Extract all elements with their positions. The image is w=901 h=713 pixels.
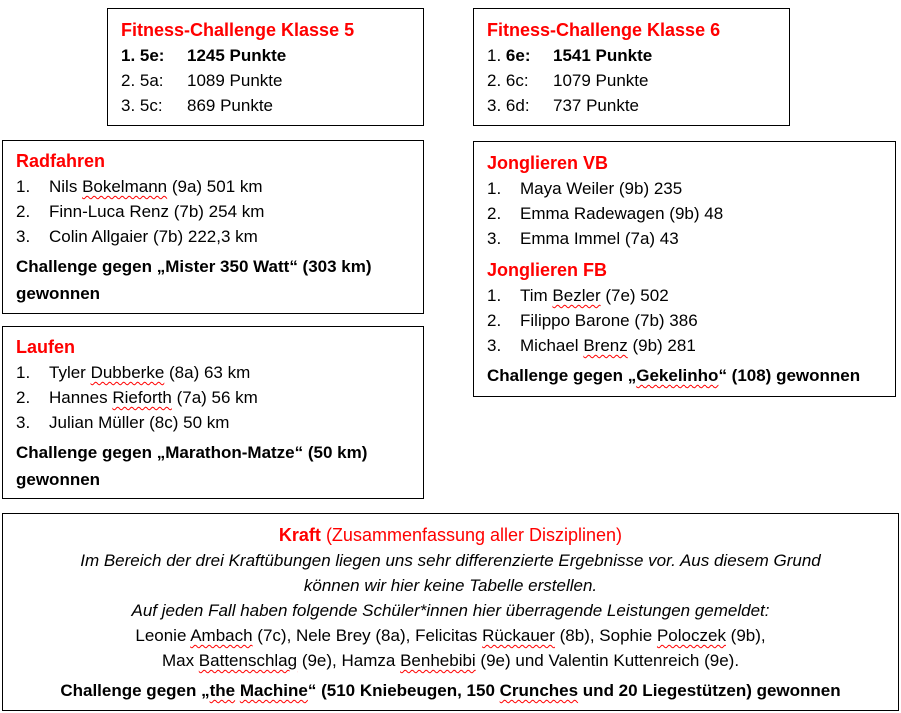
- klasse6-box: [473, 8, 790, 126]
- laufen-item-2: 2. Hannes Rieforth (7a) 56 km: [16, 388, 258, 407]
- klasse6-title: Fitness-Challenge Klasse 6: [487, 20, 721, 40]
- klasse5-row-1: 1. 5e: 1245 Punkte: [121, 46, 287, 65]
- radfahren-title: Radfahren: [16, 151, 106, 171]
- radfahren-item-3: 3. Colin Allgaier (7b) 222,3 km: [16, 227, 258, 246]
- kraft-intro-line-1: Im Bereich der drei Kraftübungen liegen uns sehr differenzierte Ergebnisse vor. Aus diesem Grund: [80, 551, 821, 570]
- klasse5-title: Fitness-Challenge Klasse 5: [121, 20, 355, 40]
- jonglieren-fb-item-3: 3. Michael Brenz (9b) 281: [487, 336, 696, 355]
- kraft-box: [2, 513, 899, 711]
- radfahren-item-1: 1. Nils Bokelmann (9a) 501 km: [16, 177, 263, 196]
- laufen-title: Laufen: [16, 337, 76, 357]
- kraft-intro-line-3: Auf jeden Fall haben folgende Schüler*innen hier überragende Leistungen gemeldet:: [131, 601, 770, 620]
- jonglieren-vb-item-3: 3. Emma Immel (7a) 43: [487, 229, 679, 248]
- klasse6-row-1: 1. 6e: 1541 Punkte: [487, 46, 653, 65]
- kraft-challenge: Challenge gegen „the Machine“ (510 Kniebeugen, 150 Crunches und 20 Liegestützen) gewonnen: [60, 681, 841, 700]
- jonglieren-fb-item-2: 2. Filippo Barone (7b) 386: [487, 311, 698, 330]
- kraft-title: Kraft (Zusammenfassung aller Disziplinen): [278, 525, 623, 545]
- klasse5-row-2: 2. 5a: 1089 Punkte: [121, 71, 283, 90]
- radfahren-challenge: Challenge gegen „Mister 350 Watt“ (303 km) gewonnen: [16, 257, 372, 303]
- laufen-challenge: Challenge gegen „Marathon-Matze“ (50 km) gewonnen: [16, 443, 368, 489]
- laufen-box: [2, 326, 424, 499]
- klasse5-box: [107, 8, 424, 126]
- jonglieren-vb-item-2: 2. Emma Radewagen (9b) 48: [487, 204, 724, 223]
- jonglieren-fb-item-1: 1. Tim Bezler (7e) 502: [487, 286, 669, 305]
- jonglieren-vb-title: Jonglieren VB: [487, 153, 609, 173]
- laufen-item-1: 1. Tyler Dubberke (8a) 63 km: [16, 363, 251, 382]
- klasse6-row-3: 3. 6d: 737 Punkte: [487, 96, 640, 115]
- kraft-intro-line-2: können wir hier keine Tabelle erstellen.: [303, 576, 598, 595]
- kraft-names-line-1: Leonie Ambach (7c), Nele Brey (8a), Felicitas Rückauer (8b), Sophie Poloczek (9b),: [135, 626, 766, 645]
- klasse6-row-2: 2. 6c: 1079 Punkte: [487, 71, 649, 90]
- jonglieren-box: [473, 141, 896, 397]
- radfahren-item-2: 2. Finn-Luca Renz (7b) 254 km: [16, 202, 265, 221]
- jonglieren-challenge: Challenge gegen „Gekelinho“ (108) gewonnen: [487, 366, 861, 385]
- jonglieren-vb-item-1: 1. Maya Weiler (9b) 235: [487, 179, 683, 198]
- laufen-item-3: 3. Julian Müller (8c) 50 km: [16, 413, 230, 432]
- radfahren-box: [2, 140, 424, 314]
- klasse5-row-3: 3. 5c: 869 Punkte: [121, 96, 274, 115]
- jonglieren-fb-title: Jonglieren FB: [487, 260, 608, 280]
- kraft-names-line-2: Max Battenschlag (9e), Hamza Benhebibi (9e) und Valentin Kuttenreich (9e).: [161, 651, 740, 670]
